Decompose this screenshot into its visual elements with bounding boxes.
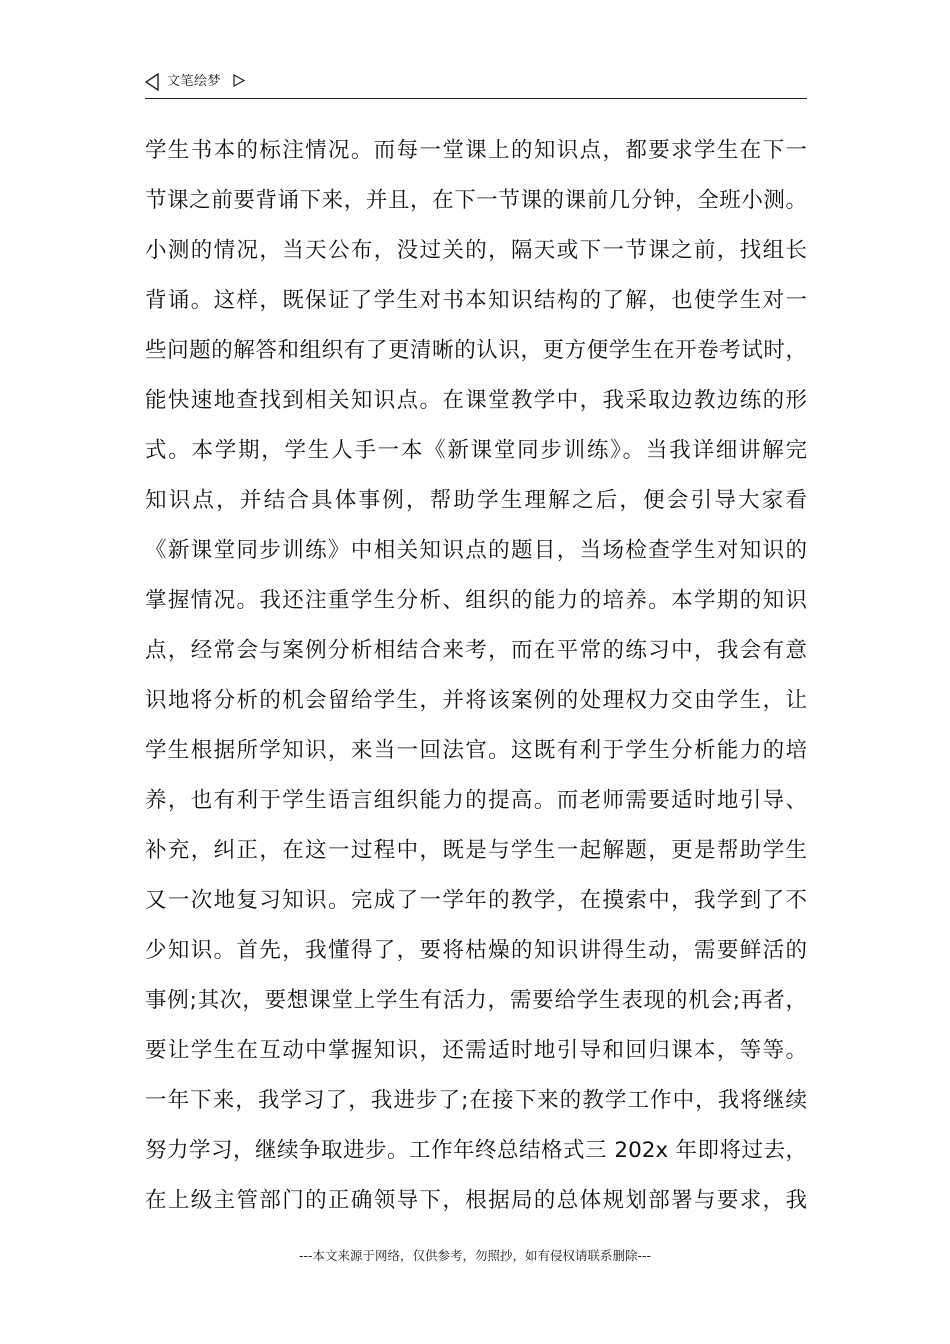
page-footer-disclaimer: ---本文来源于网络，仅供参考，勿照抄，如有侵权请联系删除--- xyxy=(298,1248,652,1263)
right-triangle-icon xyxy=(233,74,245,87)
text-line: 一年下来，我学习了，我进步了;在接下来的教学工作中，我将继续 xyxy=(145,1088,807,1113)
text-line: 又一次地复习知识。完成了一学年的教学，在摸索中，我学到了不 xyxy=(145,888,807,913)
text-line: 些问题的解答和组织有了更清晰的认识，更方便学生在开卷考试时， xyxy=(145,338,807,363)
text-line: 知识点，并结合具体事例，帮助学生理解之后，便会引导大家看 xyxy=(145,488,807,513)
text-line: 养，也有利于学生语言组织能力的提高。而老师需要适时地引导、 xyxy=(145,788,807,813)
left-triangle-icon xyxy=(145,73,159,91)
text-line: 在上级主管部门的正确领导下，根据局的总体规划部署与要求，我 xyxy=(145,1188,807,1213)
text-line: 少知识。首先，我懂得了，要将枯燥的知识讲得生动，需要鲜活的 xyxy=(145,938,807,963)
text-line: 事例;其次，要想课堂上学生有活力，需要给学生表现的机会;再者， xyxy=(145,988,807,1013)
text-line: 努力学习，继续争取进步。工作年终总结格式三 202x 年即将过去， xyxy=(145,1138,807,1163)
text-line: 点，经常会与案例分析相结合来考，而在平常的练习中，我会有意 xyxy=(145,638,807,663)
text-line: 学生书本的标注情况。而每一堂课上的知识点，都要求学生在下一 xyxy=(145,138,807,163)
text-line: 《新课堂同步训练》中相关知识点的题目，当场检查学生对知识的 xyxy=(145,538,807,563)
text-line: 背诵。这样，既保证了学生对书本知识结构的了解，也使学生对一 xyxy=(145,288,807,313)
text-line: 掌握情况。我还注重学生分析、组织的能力的培养。本学期的知识 xyxy=(145,588,807,613)
text-line: 要让学生在互动中掌握知识，还需适时地引导和回归课本，等等。 xyxy=(145,1038,807,1063)
text-line: 学生根据所学知识，来当一回法官。这既有利于学生分析能力的培 xyxy=(145,738,807,763)
text-line: 式。本学期，学生人手一本《新课堂同步训练》。当我详细讲解完 xyxy=(145,438,807,463)
text-line: 小测的情况，当天公布，没过关的，隔天或下一节课之前，找组长 xyxy=(145,238,807,263)
text-line: 节课之前要背诵下来，并且，在下一节课的课前几分钟，全班小测。 xyxy=(145,188,807,213)
body-text xyxy=(145,126,807,1226)
text-line: 识地将分析的机会留给学生，并将该案例的处理权力交由学生，让 xyxy=(145,688,807,713)
text-line: 能快速地查找到相关知识点。在课堂教学中，我采取边教边练的形 xyxy=(145,388,807,413)
text-line: 补充，纠正，在这一过程中，既是与学生一起解题，更是帮助学生 xyxy=(145,838,807,863)
page-header xyxy=(145,70,807,99)
header-title: 文笔绘梦 xyxy=(167,74,222,89)
